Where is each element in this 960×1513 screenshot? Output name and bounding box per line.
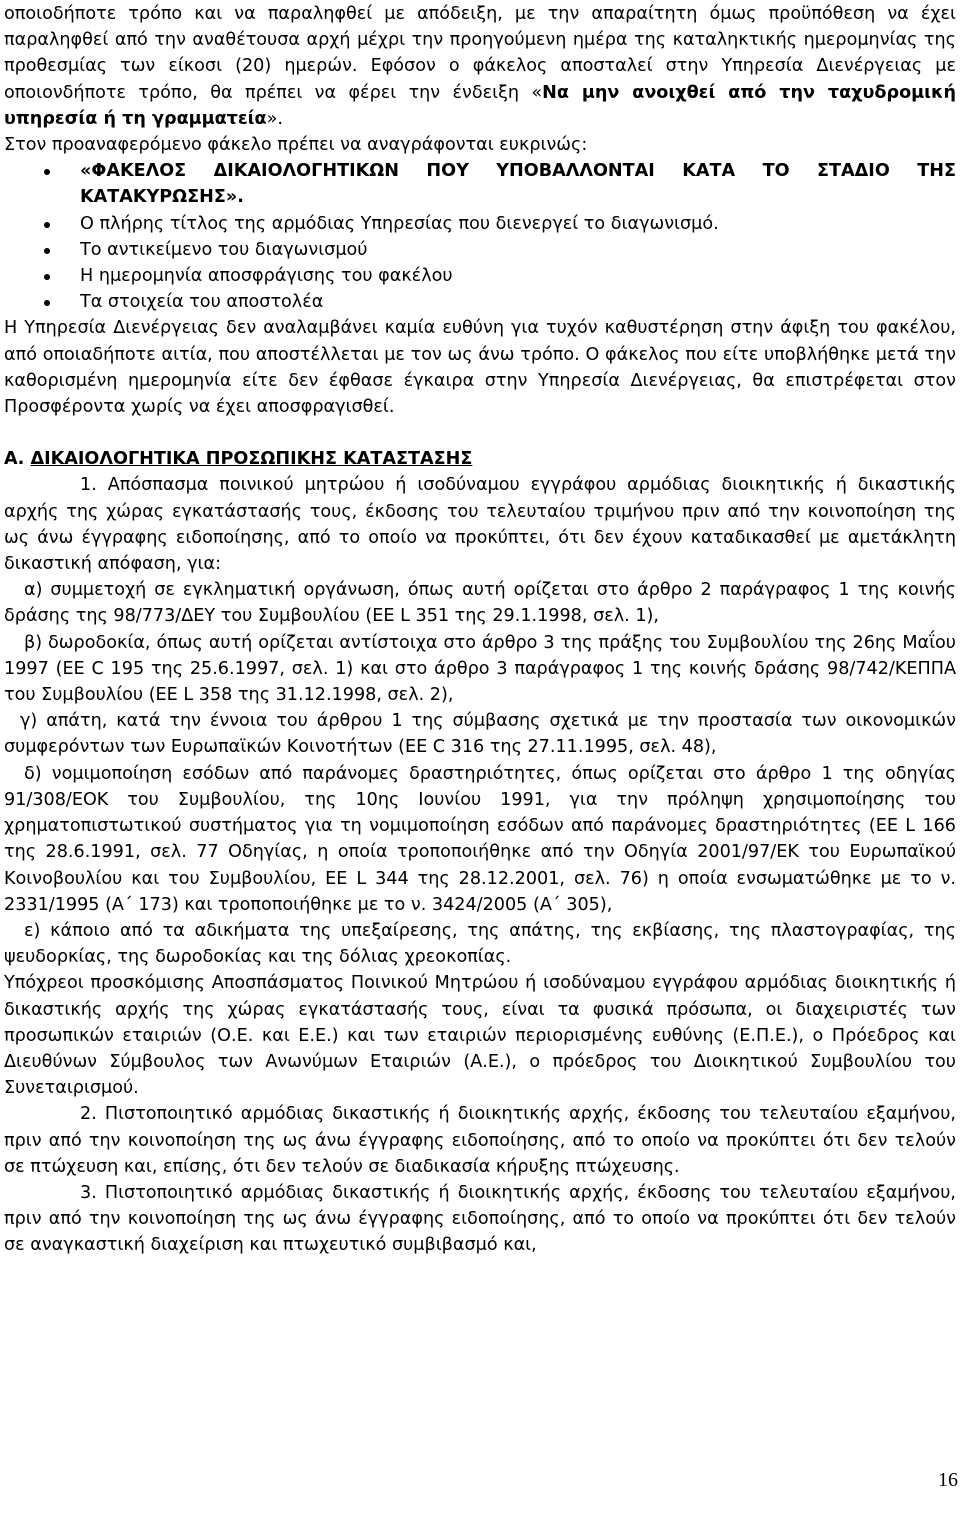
- page-number: 16: [938, 1469, 958, 1491]
- liability-paragraph: Η Υπηρεσία Διενέργειας δεν αναλαμβάνει καμία ευθύνη για τυχόν καθυστέρηση στην άφιξη του φακέλου, από οποιαδήποτε αιτία, που αποστέλλεται με τον ως άνω τρόπο. Ο φάκελος που είτε υποβλήθηκε μετά την καθορισμένη ημερομηνία είτε δεν έφθασε έγκαιρα στην Υπηρεσία Διενέργειας, θα επιστρέφεται στον Προσφέροντα χωρίς να έχει αποσφραγισθεί.: [4, 318, 956, 418]
- intro-text: οποιοδήποτε τρόπο και να παραληφθεί με απόδειξη, με την απαραίτητη όμως προϋπόθεση να έχει παραληφθεί από την αναθέτουσα αρχή μέχρι την προηγούμενη ημέρα της καταληκτικής ημερομηνίας της προθεσμίας των είκοσι (20) ημερών. Εφόσον ο φάκελος αποσταλεί στην Υπηρεσία Διενέργειας με οποιονδήποτε τρόπο, θα πρέπει να φέρει την ένδειξη «: [4, 4, 956, 103]
- section-title: ΔΙΚΑΙΟΛΟΓΗΤΙΚΑ ΠΡΟΣΩΠΙΚΗΣ ΚΑΤΑΣΤΑΣΗΣ: [30, 449, 473, 470]
- bullet-item: Η ημερομηνία αποσφράγισης του φακέλου: [4, 263, 956, 289]
- section-heading: Α. ΔΙΚΑΙΟΛΟΓΗΤΙΚΑ ΠΡΟΣΩΠΙΚΗΣ ΚΑΤΑΣΤΑΣΗΣ: [4, 449, 473, 470]
- item-3-paragraph: 3. Πιστοποιητικό αρμόδιας δικαστικής ή διοικητικής αρχής, έκδοσης του τελευταίου εξαμήνου, πριν από την κοινοποίηση της ως άνω έγγραφης ειδοποίησης, από το οποίο να προκύπτει ότι δεν τελούν σε αναγκαστική διαχείριση και πτωχευτικό συμβιβασμό και,: [4, 1182, 956, 1256]
- bullet-icon: [44, 300, 50, 306]
- bullet-item: «ΦΑΚΕΛΟΣ ΔΙΚΑΙΟΛΟΓΗΤΙΚΩΝ ΠΟΥ ΥΠΟΒΑΛΛΟΝΤΑΙ ΚΑΤΑ ΤΟ ΣΤΑΔΙΟ ΤΗΣ ΚΑΤΑΚΥΡΩΣΗΣ».: [4, 158, 956, 210]
- item-c-paragraph: γ) απάτη, κατά την έννοια του άρθρου 1 της σύμβασης σχετικά με την προστασία των οικονομικών συμφερόντων των Ευρωπαϊκών Κοινοτήτων (ΕΕ C 316 της 27.11.1995, σελ. 48),: [4, 711, 956, 758]
- bullet-item: Ο πλήρης τίτλος της αρμόδιας Υπηρεσίας που διενεργεί το διαγωνισμό.: [4, 211, 956, 237]
- item-d-paragraph: δ) νομιμοποίηση εσόδων από παράνομες δραστηριότητες, όπως ορίζεται στο άρθρο 1 της οδηγίας 91/308/ΕΟΚ του Συμβουλίου, της 10ης Ιουνίου 1991, για την πρόληψη χρησιμοποίησης του χρηματοπιστωτικού συστήματος για τη νομιμοποίηση εσόδων από παράνομες δραστηριότητες (ΕΕ L 166 της 28.6.1991, σελ. 77 Οδηγίας, η οποία τροποποιήθηκε από την Οδηγία 2001/97/ΕΚ του Ευρωπαϊκού Κοινοβουλίου και του Συμβουλίου, ΕΕ L 344 της 28.12.2001, σελ. 76) η οποία ενσωματώθηκε με το ν. 2331/1995 (Α΄ 173) και τροποποιήθηκε με το ν. 3424/2005 (Α΄ 305),: [4, 763, 956, 915]
- spacer: [4, 420, 956, 446]
- intro-text-end: ».: [266, 108, 283, 129]
- bullet-icon: [44, 169, 50, 175]
- item-1-paragraph: 1. Απόσπασμα ποινικού μητρώου ή ισοδύναμου εγγράφου αρμόδιας διοικητικής ή δικαστικής αρχής της χώρας εγκατάστασής τους, έκδοσης του τελευταίου τριμήνου πριν από την κοινοποίηση της ως άνω έγγραφης ειδοποίησης, από το οποίο να προκύπτει, ότι δεν έχουν καταδικασθεί με αμετάκλητη δικαστική απόφαση, για:: [4, 475, 956, 575]
- bullet-item: Τα στοιχεία του αποστολέα: [4, 289, 956, 315]
- item-e-paragraph: ε) κάποιο από τα αδικήματα της υπεξαίρεσης, της απάτης, της εκβίασης, της πλαστογραφίας, της ψευδορκίας, της δωροδοκίας και της δόλιας χρεοκοπίας.: [4, 920, 956, 968]
- item-b-paragraph: β) δωροδοκία, όπως αυτή ορίζεται αντίστοιχα στο άρθρο 3 της πράξης του Συμβουλίου της 26ης Μαΐου 1997 (ΕΕ C 195 της 25.6.1997, σελ. 1) και στο άρθρο 3 παράγραφος 1 της κοινής δράσης 98/742/ΚΕΠΠΑ του Συμβουλίου (ΕΕ L 358 της 31.12.1998, σελ. 2),: [4, 632, 956, 706]
- intro-bold-text: Να μην ανοιχθεί από την ταχυδρομική υπηρεσία ή τη γραμματεία: [4, 82, 956, 129]
- bullet-icon: [44, 222, 50, 228]
- obliged-paragraph: Υπόχρεοι προσκόμισης Αποσπάσματος Ποινικού Μητρώου ή ισοδύναμου εγγράφου αρμόδιας διοικητικής ή δικαστικής αρχής της χώρας εγκατάστασής τους, είναι τα φυσικά πρόσωπα, οι διαχειριστές των προσωπικών εταιριών (Ο.Ε. και Ε.Ε.) και των εταιριών περιορισμένης ευθύνης (Ε.Π.Ε.), ο Πρόεδρος και Διευθύνων Σύμβουλος των Ανωνύμων Εταιριών (Α.Ε.), ο πρόεδρος του Διοικητικού Συμβουλίου του Συνεταιρισμού.: [4, 973, 956, 1099]
- bullet-icon: [44, 248, 50, 254]
- item-a-paragraph: α) συμμετοχή σε εγκληματική οργάνωση, όπως αυτή ορίζεται στο άρθρο 2 παράγραφος 1 της κοινής δράσης της 98/773/ΔΕΥ του Συμβουλίου (ΕΕ L 351 της 29.1.1998, σελ. 1),: [4, 580, 956, 627]
- bullet-item: Το αντικείμενο του διαγωνισμού: [4, 237, 956, 263]
- document-page: [4, 0, 956, 1259]
- envelope-bullet-list: [4, 158, 956, 315]
- envelope-instructions: Στον προαναφερόμενο φάκελο πρέπει να αναγράφονται ευκρινώς:: [4, 135, 588, 156]
- intro-paragraph: [4, 1, 956, 132]
- item-2-paragraph: 2. Πιστοποιητικό αρμόδιας δικαστικής ή διοικητικής αρχής, έκδοσης του τελευταίου εξαμήνου, πριν από την κοινοποίηση της ως άνω έγγραφης ειδοποίησης, από το οποίο να προκύπτει ότι δεν τελούν σε πτώχευση και, επίσης, ότι δεν τελούν σε διαδικασία κήρυξης πτώχευσης.: [4, 1104, 956, 1177]
- bullet-icon: [44, 274, 50, 280]
